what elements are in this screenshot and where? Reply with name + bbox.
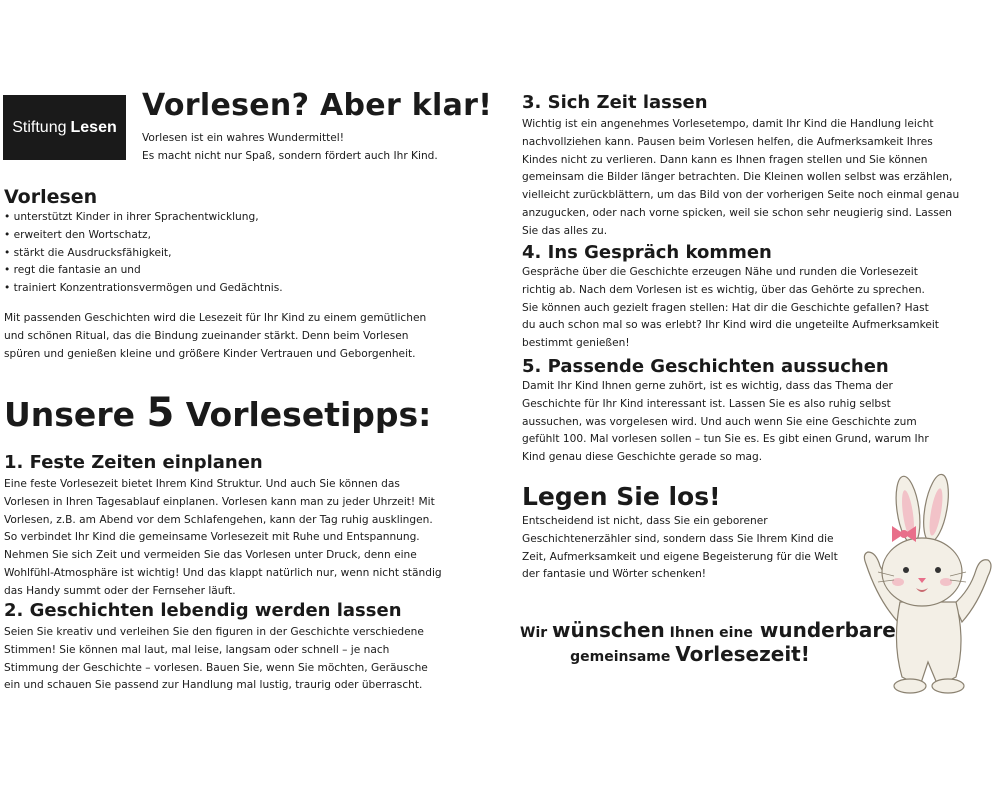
wish-word: gemeinsame xyxy=(570,649,676,665)
intro-line-2: Es macht nicht nur Spaß, sondern fördert auch Ihr Kind. xyxy=(142,149,438,162)
tip-4-heading: 4. Ins Gespräch kommen xyxy=(522,242,772,263)
tip-3-heading: 3. Sich Zeit lassen xyxy=(522,92,708,113)
tip-2-heading: 2. Geschichten lebendig werden lassen xyxy=(4,600,402,621)
wish-word: wunderbare xyxy=(752,618,896,642)
stiftung-lesen-logo xyxy=(3,95,126,160)
legen-text: Entscheidend ist nicht, dass Sie ein geborener Geschichtenerzähler sind, sondern dass Sie Ihrem Kind die Zeit, Aufmerksamkeit und eigene Begeisterung für die Welt der fantasie und Wörter schenken! xyxy=(522,515,838,581)
tip-5-text: Damit Ihr Kind Ihnen gerne zuhört, ist es wichtig, dass das Thema der Geschichte für Ihr Kind interessant ist. Lassen Sie es also ruhig selbst aussuchen, was vorgelesen wird. Und auch wenn Sie eine Geschichte zum gefühlt 100. Mal vorlesen sollen – tun Sie es. Es gibt einen Grund, warum Ihr Kind genau diese Geschichte gerade so mag. xyxy=(522,380,929,464)
tips-heading xyxy=(4,390,431,436)
tip-3-text: Wichtig ist ein angenehmes Vorlesetempo, damit Ihr Kind die Handlung leicht nachvollziehen kann. Pausen beim Vorlesen helfen, die Aufmerksamkeit Ihres Kindes nicht zu verlieren. Dann kann es Ihnen fragen stellen und Sie können gemeinsam die Bilder länger betrachten. Die Kleinen wollen selbst was erzählen, vielleicht zurückblättern, um das Bild von der vorherigen Seite noch einmal genau anzugucken, oder nach vorne spicken, weil sie schon sehr neugierig sind. Lassen Sie das alles zu. xyxy=(522,118,960,237)
tip-1-text: Eine feste Vorlesezeit bietet Ihrem Kind Struktur. Und auch Sie können das Vorlesen in Ihren Tagesablauf einplanen. Vorlesen kann man zu jeder Uhrzeit! Mit Vorlesen, z.B. am Abend vor dem Schlafengehen, kann der Tag ruhig ausklingen. So verbindet Ihr Kind die gemeinsame Vorlesezeit mit Ruhe und Entspannung. Nehmen Sie sich Zeit und vermeiden Sie das Vorlesen unter Druck, denn eine Wohlfühl-Atmosphäre ist wichtig! Und das klappt natürlich nur, wenn nicht ständig das Handy summt oder der Fernseher läuft. xyxy=(4,478,442,597)
benefit-item: • erweitert den Wortschatz, xyxy=(4,227,283,245)
tips-heading-after: Vorlesetipps: xyxy=(174,395,432,434)
benefit-item: • trainiert Konzentrationsvermögen und Gedächtnis. xyxy=(4,280,283,298)
wish-word: wünschen xyxy=(552,618,665,642)
wish-word: eine xyxy=(719,625,753,641)
tip-2-text: Seien Sie kreativ und verleihen Sie den figuren in der Geschichte verschiedene Stimmen! Sie können mal laut, mal leise, langsam oder schnell – je nach Stimmung der Geschichte – vorlesen. Bauen Sie, wenn Sie möchten, Geräusche ein und schauen Sie passend zur Handlung mal lustig, traurig oder überrascht. xyxy=(4,626,428,692)
wish-word: Ihnen xyxy=(664,625,720,641)
tip-1-heading: 1. Feste Zeiten einplanen xyxy=(4,452,263,473)
wish-word: Wir xyxy=(520,625,553,641)
page-title: Vorlesen? Aber klar! xyxy=(142,88,493,123)
vorlesen-benefits-list xyxy=(4,209,283,298)
logo-text-lesen: Lesen xyxy=(70,118,117,136)
intro-block xyxy=(142,130,442,166)
legen-heading: Legen Sie los! xyxy=(522,482,721,511)
tips-heading-before: Unsere xyxy=(4,395,147,434)
vorlesen-heading: Vorlesen xyxy=(4,186,98,208)
logo-text-stiftung: Stiftung xyxy=(12,118,67,136)
vorlesen-paragraph: Mit passenden Geschichten wird die Lesezeit für Ihr Kind zu einem gemütlichen und schönen Ritual, das die Bindung zueinander stärkt. Denn beim Vorlesen spüren und genießen kleine und größere Kinder Vertrauen und Geborgenheit. xyxy=(4,312,427,360)
benefit-item: • stärkt die Ausdrucksfähigkeit, xyxy=(4,245,283,263)
tips-heading-number: 5 xyxy=(146,390,175,436)
closing-wish xyxy=(520,618,896,666)
tip-5-heading: 5. Passende Geschichten aussuchen xyxy=(522,356,889,377)
bunny-icon xyxy=(858,472,996,702)
benefit-item: • unterstützt Kinder in ihrer Sprachentwicklung, xyxy=(4,209,283,227)
intro-line-1: Vorlesen ist ein wahres Wundermittel! xyxy=(142,132,344,144)
tip-4-text: Gespräche über die Geschichte erzeugen Nähe und runden die Vorlesezeit richtig ab. Nach dem Vorlesen ist es wichtig, über das Gehörte zu sprechen. Sie können auch gezielt fragen stellen: Hat dir die Geschichte gefallen? Hast du auch schon mal so was erlebt? Ihr Kind wird die ungeteilte Aufmerksamkeit bestimmt genießen! xyxy=(522,266,939,350)
wish-word: Vorlesezeit! xyxy=(675,642,810,666)
benefit-item: • regt die fantasie an und xyxy=(4,262,283,280)
bunny-illustration xyxy=(858,472,996,702)
